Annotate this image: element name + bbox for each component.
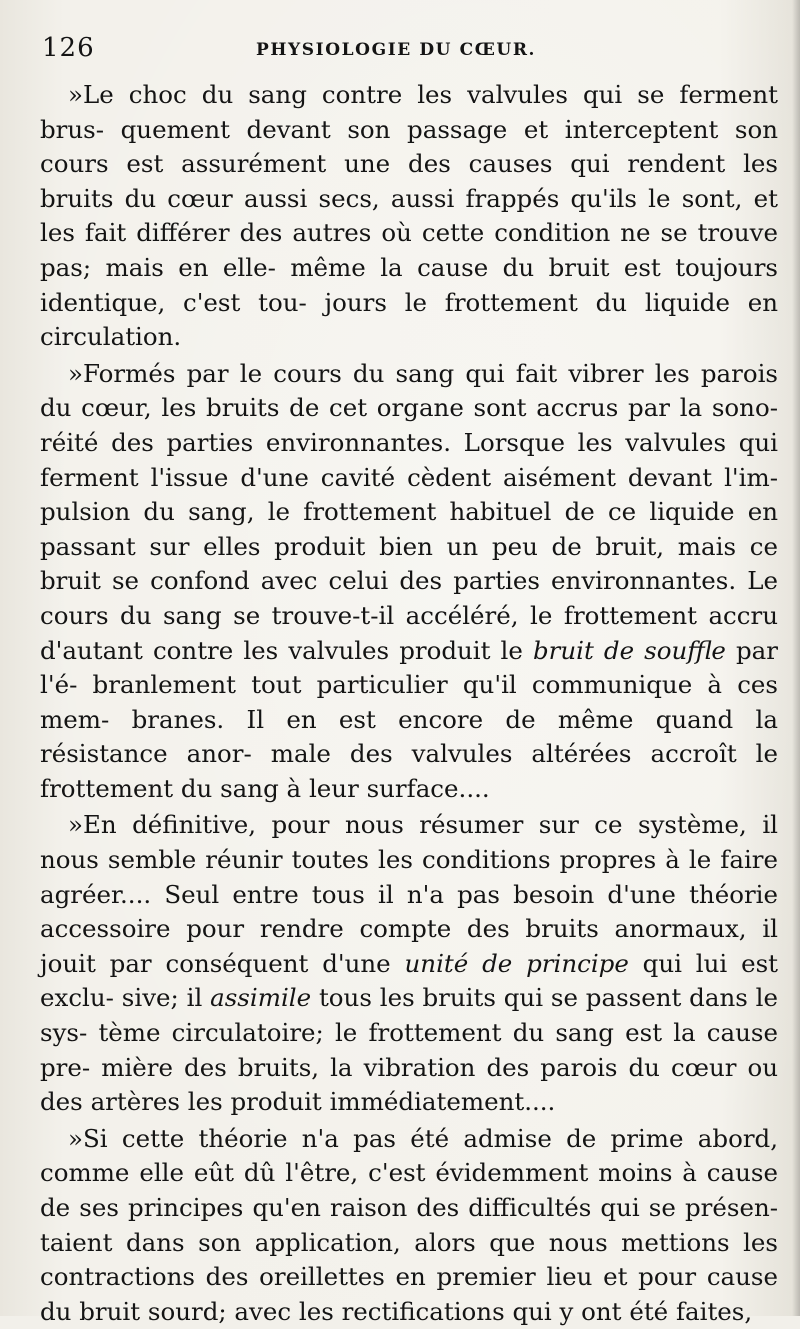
- text-line: accessoire pour rendre compte des bruits anormaux, il jouit: [40, 914, 778, 978]
- italic-term: assimile: [210, 983, 312, 1013]
- text-line: pulsion du sang, le frottement habituel de ce liquide en: [40, 497, 778, 527]
- text-line: contractions des oreillettes en premier lieu et pour cause: [40, 1262, 778, 1292]
- text-line: jours le frottement du liquide en circulation.: [40, 287, 778, 352]
- text-line: des autres où cette condition ne se trouve pas; mais en elle-: [40, 218, 778, 282]
- text-line: d'autant contre les valvules produit le: [40, 635, 533, 665]
- text-line: tous les bruits qui se passent dans le sys-: [40, 983, 778, 1048]
- text-line: male des valvules altérées accroît le frottement du sang à: [40, 739, 778, 803]
- page-edge-shadow: [792, 0, 800, 1316]
- text-line: agréer.... Seul entre tous il n'a pas besoin d'une théorie: [40, 879, 778, 909]
- text-line: quement devant son passage et interceptent son cours est: [40, 114, 778, 179]
- text-line: tème circulatoire; le frottement du sang est la cause pre-: [40, 1018, 778, 1082]
- text-line: même la cause du bruit est toujours identique, c'est tou-: [40, 252, 778, 317]
- text-line: qui lui est exclu-: [40, 948, 778, 1013]
- text-line: aussi secs, aussi frappés qu'ils le sont, et les fait différer: [40, 183, 778, 248]
- text-line: artères les produit immédiatement....: [90, 1087, 556, 1117]
- text-line: »Le choc du sang contre les valvules qui se ferment brus-: [40, 80, 778, 144]
- text-line: »En définitive, pour nous résumer sur ce système,: [68, 810, 747, 840]
- text-line: branlement tout particulier qu'il communique à ces mem-: [40, 670, 778, 734]
- text-line: cours du sang se trouve-t-il accéléré, le frottement accru: [40, 600, 778, 630]
- text-line: »Si cette théorie n'a pas été admise de prime abord,: [68, 1123, 778, 1153]
- text-line: »Formés par le cours du sang qui fait vibrer les parois: [68, 358, 778, 388]
- paragraph: [40, 78, 778, 355]
- paragraph: [40, 808, 778, 1119]
- text-line: passant sur elles produit bien un peu de bruit, mais ce: [40, 531, 778, 561]
- body-text: [40, 78, 778, 1329]
- text-line: du cœur, les bruits de cet organe sont accrus par la sono-: [40, 393, 778, 423]
- text-line: branes. Il en est encore de même quand la résistance anor-: [40, 704, 778, 769]
- page-header: [40, 30, 778, 66]
- page-number: 126: [42, 33, 95, 63]
- paragraph: [40, 357, 778, 807]
- paragraph: [40, 1122, 778, 1329]
- text-line: assurément une des causes qui rendent les bruits du cœur: [40, 149, 778, 213]
- text-line: mière des bruits, la vibration des parois du cœur ou des: [40, 1052, 778, 1117]
- text-line: ferment l'issue d'une cavité cèdent aisément devant l'im-: [40, 462, 778, 492]
- text-line: sive; il: [121, 983, 211, 1013]
- running-title: PHYSIOLOGIE DU CŒUR.: [256, 40, 537, 60]
- text-line: de ses principes qu'en raison des difficultés qui se présen-: [40, 1193, 778, 1222]
- text-line: taient dans son application, alors que nous mettions les: [40, 1227, 778, 1257]
- text-line: par l'é-: [40, 635, 778, 700]
- italic-term: unité de principe: [404, 948, 629, 978]
- text-line: comme elle eût dû l'être, c'est évidemment moins à cause: [40, 1158, 778, 1188]
- text-line: il nous semble réunir toutes les conditions propres à le faire: [40, 810, 779, 875]
- text-line: par conséquent d'une: [109, 948, 405, 978]
- text-line: réité des parties environnantes. Lorsque les valvules qui: [40, 427, 778, 457]
- text-line: du bruit sourd; avec les rectifications qui y ont été faites,: [40, 1296, 753, 1326]
- italic-term: bruit de souffle: [532, 635, 726, 665]
- text-line: leur surface....: [308, 773, 490, 803]
- text-line: bruit se confond avec celui des parties environnantes. Le: [40, 566, 778, 596]
